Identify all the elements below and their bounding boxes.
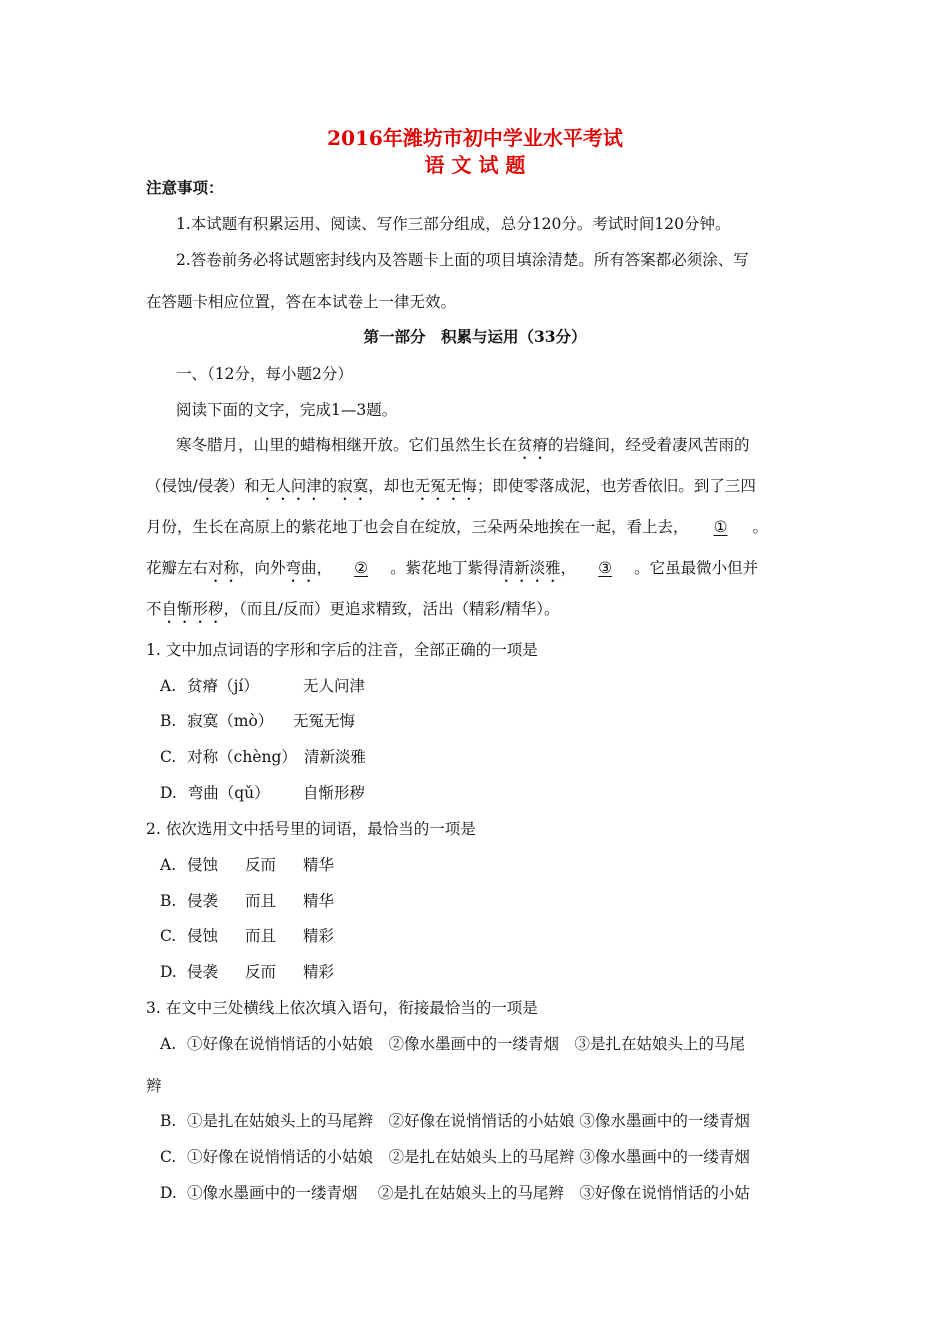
passage-text: ，	[560, 559, 577, 577]
passage-text: ，（而且/反而）更追求精致，活出（精彩/精华）。	[223, 600, 560, 618]
option-text: 寂寞（mò）	[187, 712, 274, 730]
q1-option-c-right: 清新淡雅	[304, 748, 367, 766]
passage-line-5	[146, 599, 559, 627]
option-text: 贫瘠（jí）	[187, 677, 259, 695]
passage-line-3	[146, 517, 768, 537]
dotted-word: 无冤无悔	[414, 477, 477, 495]
q1-option-d-right: 自惭形秽	[303, 784, 366, 802]
q3-option-c-text: ①好像在说悄悄话的小姑娘 ②是扎在姑娘头上的马尾辫 ③像水墨画中的一缕青烟	[187, 1148, 750, 1166]
q3-option-a-wrap: 辫	[146, 1077, 162, 1095]
passage-text: 。它虽最微小但并	[634, 559, 759, 577]
dotted-word: 弯曲	[285, 559, 317, 577]
q2-option-c-word-3: 精彩	[303, 927, 335, 945]
q1-option-a-right: 无人问津	[303, 677, 366, 695]
q2-option-b-word-2: 而且	[245, 892, 277, 910]
passage-text: ，	[316, 559, 333, 577]
q2-option-d-label: D.	[160, 963, 177, 981]
passage-text: 的	[321, 477, 338, 495]
passage-text: 不	[146, 600, 162, 618]
fill-blank-3: ③	[598, 559, 613, 577]
q2-option-d-word-1: 侵袭	[187, 963, 219, 981]
passage-text: ，向外	[239, 559, 286, 577]
passage-text: 。紫花地丁紫得	[390, 559, 499, 577]
q2-option-c-word-2: 而且	[245, 927, 277, 945]
q3-option-a-text: ①好像在说悄悄话的小姑娘 ②像水墨画中的一缕青烟 ③是扎在姑娘头上的马尾	[187, 1035, 746, 1053]
q3-option-b-text: ①是扎在姑娘头上的马尾辫 ②好像在说悄悄话的小姑娘 ③像水墨画中的一缕青烟	[187, 1112, 750, 1130]
q2-option-d-word-2: 反而	[245, 963, 277, 981]
q2-option-a-word-2: 反而	[245, 856, 277, 874]
q2-option-a-word-1: 侵蚀	[187, 856, 219, 874]
passage-text: 花瓣左右	[146, 559, 209, 577]
dotted-word: 自惭形秽	[161, 600, 224, 618]
question-1-stem: 1. 文中加点词语的字形和字后的注音，全部正确的一项是	[146, 641, 538, 659]
q2-option-c-word-1: 侵蚀	[187, 927, 219, 945]
q1-option-a	[160, 676, 259, 696]
fill-blank-1: ①	[713, 518, 728, 536]
q3-option-a-label: A.	[160, 1035, 177, 1053]
notice-item-1: 1.本试题有积累运用、阅读、写作三部分组成，总分120分。考试时间120分钟。	[176, 215, 731, 233]
option-text: 对称（chèng）	[187, 748, 297, 766]
dotted-word: 对称	[208, 559, 240, 577]
question-3-stem: 3. 在文中三处横线上依次填入语句，衔接最恰当的一项是	[146, 999, 538, 1017]
passage-text: ；即使零落成泥，也芳香依旧。到了三四	[476, 477, 756, 495]
q3-option-d-label: D.	[160, 1184, 177, 1202]
passage-text: 月份，生长在高原上的紫花地丁也会自在绽放，三朵两朵地挨在一起，看上去，	[146, 518, 689, 536]
passage-line-2	[146, 476, 756, 504]
option-text: 弯曲（qǔ）	[187, 784, 270, 802]
dotted-word: 无人问津	[259, 477, 322, 495]
q2-option-c-label: C.	[160, 927, 177, 945]
q2-option-b-label: B.	[160, 892, 177, 910]
notice-heading: 注意事项：	[146, 178, 224, 197]
question-2-stem: 2. 依次选用文中括号里的词语，最恰当的一项是	[146, 820, 476, 838]
q1-option-b-right: 无冤无悔	[293, 712, 356, 730]
fill-blank-2: ②	[354, 559, 369, 577]
q2-option-d-word-3: 精彩	[303, 963, 335, 981]
q1-option-b	[160, 711, 273, 731]
reading-instruction: 阅读下面的文字，完成1—3题。	[176, 401, 398, 419]
q2-option-b-word-1: 侵袭	[187, 892, 219, 910]
q2-option-b-word-3: 精华	[303, 892, 335, 910]
passage-line-1	[176, 435, 750, 463]
dotted-word: 清新淡雅	[498, 559, 561, 577]
q3-option-b-label: B.	[160, 1112, 177, 1130]
passage-text: 的岩缝间，经受着凄风苦雨的	[548, 436, 750, 454]
passage-text: ，却也	[368, 477, 415, 495]
q3-option-d-text: ①像水墨画中的一缕青烟 ②是扎在姑娘头上的马尾辫 ③好像在说悄悄话的小姑	[187, 1184, 750, 1202]
notice-item-2-line-2: 在答题卡相应位置，答在本试卷上一律无效。	[146, 293, 457, 311]
option-label: C.	[160, 748, 177, 766]
q2-option-a-word-3: 精华	[303, 856, 335, 874]
part1-heading: 第一部分 积累与运用（33分）	[363, 327, 587, 346]
q2-option-a-label: A.	[160, 856, 177, 874]
q1-option-c	[160, 747, 297, 767]
passage-text: （侵蚀/侵袭）和	[146, 477, 260, 495]
notice-item-2-line-1: 2.答卷前务必将试题密封线内及答题卡上面的项目填涂清楚。所有答案都必须涂、写	[176, 251, 749, 269]
section-heading: 一、（12分，每小题2分）	[176, 365, 353, 383]
dotted-word: 寂寞	[337, 477, 369, 495]
option-label: B.	[160, 712, 177, 730]
passage-text: 寒冬腊月，山里的蜡梅相继开放。它们虽然生长在	[176, 436, 518, 454]
exam-title: 2016年潍坊市初中学业水平考试	[327, 126, 623, 150]
passage-line-4	[146, 558, 758, 586]
option-label: A.	[160, 677, 177, 695]
q1-option-d	[160, 783, 270, 803]
passage-text: 。	[752, 518, 769, 536]
option-label: D.	[160, 784, 177, 802]
q3-option-c-label: C.	[160, 1148, 177, 1166]
exam-subtitle: 语 文 试 题	[424, 153, 526, 177]
dotted-word: 贫瘠	[517, 436, 549, 454]
